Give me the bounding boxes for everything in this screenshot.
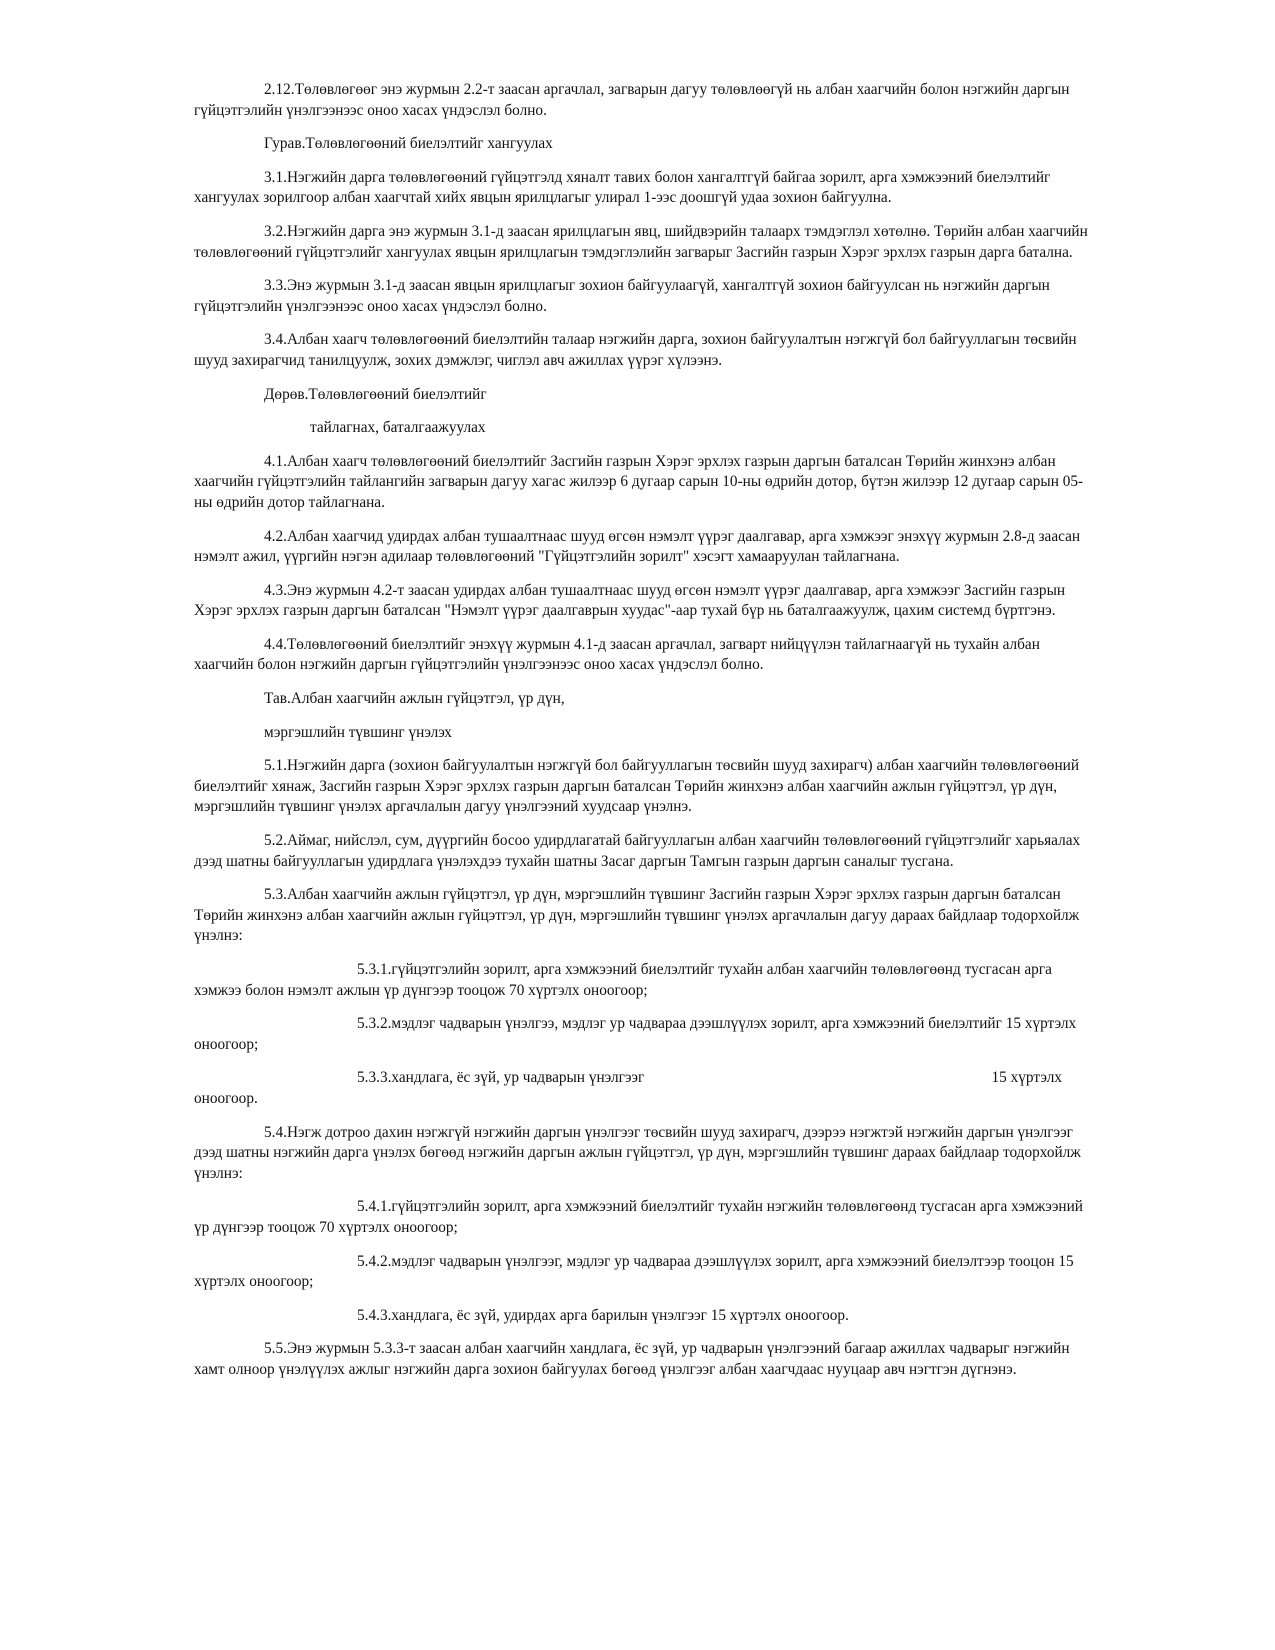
paragraph-4-3: 4.3.Энэ журмын 4.2-т заасан удирдах албан тушаалтнаас шууд өгсөн нэмэлт үүрэг даалгавар, арга хэмжээг Засгийн газрын Хэрэг эрхлэх газрын даргын баталсан "Нэмэлт үүрэг даалгаврын хуудас"-аар тухай бүр нь баталгаажуулж, цахим системд бүртгэнэ. <box>194 581 1066 620</box>
paragraph-3-4: 3.4.Албан хаагч төлөвлөгөөний биелэлтийн талаар нэгжийн дарга, зохион байгуулалтын нэгжгүй бол байгууллагын төсвийн шууд захирагчид танилцуулж, зохих дэмжлэг, чиглэл авч ажиллах үүрэг хүлээнэ. <box>194 331 1077 369</box>
paragraph-2-12: 2.12.Төлөвлөгөөг энэ журмын 2.2-т заасан аргачлал, загварын дагуу төлөвлөөгүй нь албан хаагчийн болон нэгжийн даргын гүйцэтгэлийн үнэлгээнээс оноо хасах үндэслэл болно. <box>194 81 1070 119</box>
subparagraph-5-3-3-left: 5.3.3.хандлага, ёс зүй, ур чадварын үнэлгээг <box>357 1069 645 1087</box>
subparagraph-5-4-2: 5.4.2.мэдлэг чадварын үнэлгээг, мэдлэг ур чадвараа дээшлүүлэх зорилт, арга хэмжээний биелэлтээр тооцон 15 хүртэлх оноогоор; <box>194 1252 1074 1291</box>
paragraph-4-4: 4.4.Төлөвлөгөөний биелэлтийг энэхүү журмын 4.1-д заасан аргачлал, загварт нийцүүлэн тайлагнаагүй нь тухайн албан хаагчийн болон нэгжийн даргын гүйцэтгэлийн үнэлгээнээс оноо хасах үндэслэл болно. <box>194 635 1040 674</box>
subparagraph-5-3-3-line1 <box>194 1068 1094 1089</box>
subparagraph-5-3-2: 5.3.2.мэдлэг чадварын үнэлгээ, мэдлэг ур чадвараа дээшлүүлэх зорилт, арга хэмжээний биелэлтийг 15 хүртэлх оноогоор; <box>194 1015 1077 1053</box>
paragraph-5-4: 5.4.Нэгж дотроо дахин нэгжгүй нэгжийн даргын үнэлгээг төсвийн шууд захирагч, дээрээ нэгжтэй нэгжийн даргын үнэлгээг дээд шатны нэгжийн дарга үнэлэх бөгөөд нэгжийн даргын ажлын гүйцэтгэл, үр дүн, мэргэшлийн түвшинг дараах байдлаар тодорхойлж үнэлнэ: <box>194 1123 1081 1182</box>
section-heading-5-line2: мэргэшлийн түвшинг үнэлэх <box>264 723 452 741</box>
paragraph-4-1: 4.1.Албан хаагч төлөвлөгөөний биелэлтийг Засгийн газрын Хэрэг эрхлэх газрын даргын баталсан Төрийн жинхэнэ албан хаагчийн гүйцэтгэлийн тайлангийн загварын дагуу хагас жилээр 6 дугаар сарын 10-ны өдрийн дотор, бүтэн жилээр 12 дугаар сарын 05-ны өдрийн дотор тайлагнана. <box>194 452 1084 511</box>
subparagraph-5-3-3-right: 15 хүртэлх <box>991 1069 1062 1087</box>
paragraph-5-3: 5.3.Албан хаагчийн ажлын гүйцэтгэл, үр дүн, мэргэшлийн түвшинг Засгийн газрын Хэрэг эрхлэх газрын даргын баталсан Төрийн жинхэнэ албан хаагчийн ажлын гүйцэтгэл, үр дүн, мэргэшлийн түвшинг үнэлэх аргачлалын дагуу дараах байдлаар тодорхойлж үнэлнэ: <box>194 886 1080 945</box>
paragraph-5-1: 5.1.Нэгжийн дарга (зохион байгуулалтын нэгжгүй бол байгууллагын төсвийн шууд захирагч) албан хаагчийн төлөвлөгөөний биелэлтийг хянаж, Засгийн газрын Хэрэг эрхлэх газрын даргын баталсан Төрийн жинхэнэ албан хаагчийн ажлын гүйцэтгэл, үр дүн, мэргэшлийн түвшинг үнэлэх аргачлалын дагуу үнэлгээний хуудсаар үнэлнэ. <box>194 757 1080 816</box>
paragraph-3-3: 3.3.Энэ журмын 3.1-д заасан явцын ярилцлагыг зохион байгуулаагүй, хангалтгүй зохион байгуулсан нь нэгжийн даргын гүйцэтгэлийн үнэлгээнээс оноо хасах үндэслэл болно. <box>194 277 1050 315</box>
subparagraph-5-3-3 <box>194 1068 1094 1109</box>
subparagraph-5-4-1: 5.4.1.гүйцэтгэлийн зорилт, арга хэмжээний биелэлтийг тухайн нэгжийн төлөвлөгөөнд тусгасан арга хэмжээний үр дүнгээр тооцож 70 хүртэлх оноогоор; <box>194 1198 1083 1236</box>
subparagraph-5-3-1: 5.3.1.гүйцэтгэлийн зорилт, арга хэмжээний биелэлтийг тухайн албан хаагчийн төлөвлөгөөнд тусгасан арга хэмжээ болон нэмэлт ажлын үр дүнгээр тооцож 70 хүртэлх оноогоор; <box>194 961 1052 999</box>
paragraph-3-1: 3.1.Нэгжийн дарга төлөвлөгөөний гүйцэтгэлд хяналт тавих болон хангалтгүй байгаа зорилт, арга хэмжээний биелэлтийг хангуулах зорилгоор албан хаагчтай хийх явцын ярилцлагыг улирал 1-ээс доошгүй удаа зохион байгуулна. <box>194 168 1051 207</box>
subparagraph-5-4-3: 5.4.3.хандлага, ёс зүй, удирдах арга барилын үнэлгээг 15 хүртэлх оноогоор. <box>357 1306 849 1324</box>
section-heading-4-line1: Дөрөв.Төлөвлөгөөний биелэлтийг <box>264 385 487 403</box>
paragraph-4-2: 4.2.Албан хаагчид удирдах албан тушаалтнаас шууд өгсөн нэмэлт үүрэг даалгавар, арга хэмжээг энэхүү журмын 2.8-д заасан нэмэлт ажил, үүргийн нэгэн адилаар төлөвлөгөөний "Гүйцэтгэлийн зорилт" хэсэгт хамааруулан тайлагнана. <box>194 527 1081 566</box>
paragraph-3-2: 3.2.Нэгжийн дарга энэ журмын 3.1-д заасан ярилцлагын явц, шийдвэрийн талаарх тэмдэглэл хөтөлнө. Төрийн албан хаагчийн төлөвлөгөөний гүйцэтгэлийг хангуулах явцын ярилцлагын тэмдэглэлийн загварыг Засгийн газрын Хэрэг эрхлэх газрын дарга батална. <box>194 222 1088 261</box>
document-page <box>194 80 1094 1394</box>
section-heading-4-line2: тайлагнах, баталгаажуулах <box>310 419 486 437</box>
section-heading-3: Гурав.Төлөвлөгөөний биелэлтийг хангуулах <box>264 135 553 153</box>
paragraph-5-2: 5.2.Аймаг, нийслэл, сум, дүүргийн босоо удирдлагатай байгууллагын албан хаагчийн төлөвлөгөөний гүйцэтгэлийг харьяалах дээд шатны байгууллагын удирдлага үнэлэхдээ тухайн шатны Засаг даргын Тамгын газрын даргын саналыг тусгана. <box>194 832 1081 870</box>
subparagraph-5-3-3-cont: оноогоор. <box>194 1089 258 1107</box>
section-heading-5-line1: Тав.Албан хаагчийн ажлын гүйцэтгэл, үр дүн, <box>264 690 565 708</box>
paragraph-5-5: 5.5.Энэ журмын 5.3.3-т заасан албан хаагчийн хандлага, ёс зүй, ур чадварын үнэлгээний багаар ажиллах чадварыг нэгжийн хамт олноор үнэлүүлэх ажлыг нэгжийн дарга зохион байгуулах бөгөөд үнэлгээг албан хаагчдаас нууцаар авч нэгтгэн дүгнэнэ. <box>194 1340 1070 1378</box>
subparagraph-5-3-3-gap <box>644 1068 991 1089</box>
